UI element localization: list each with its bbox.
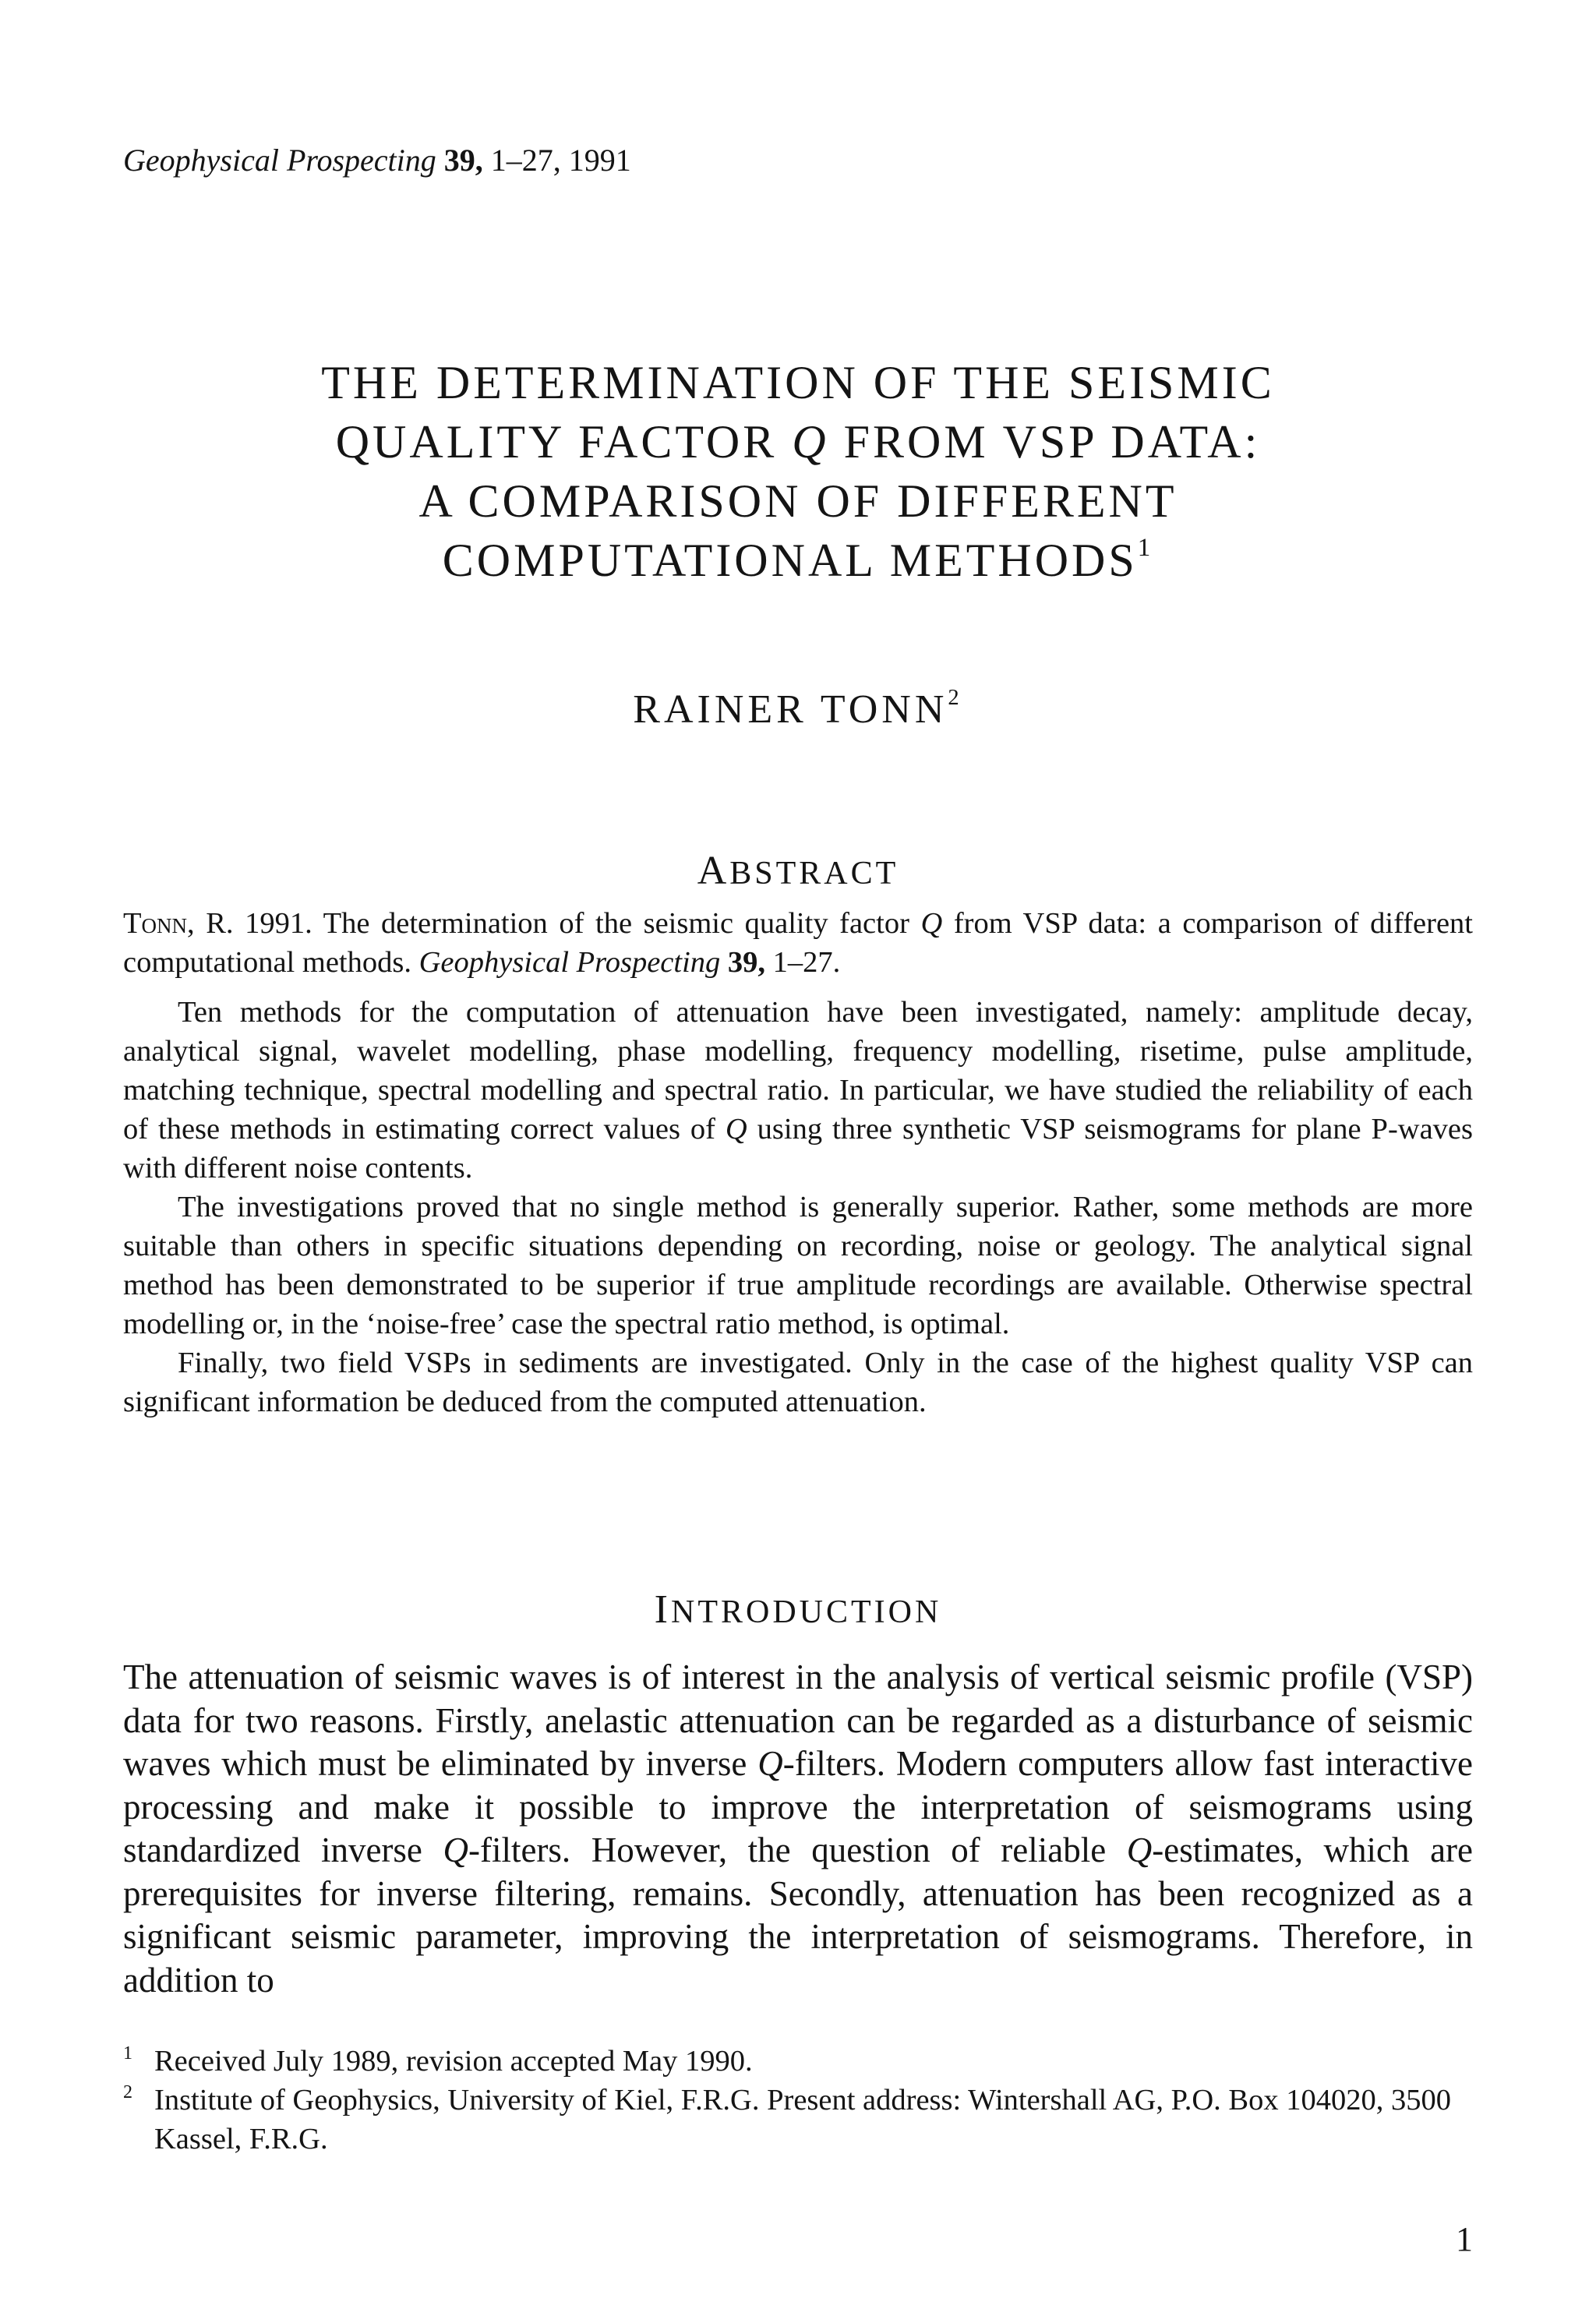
title-line-2: QUALITY FACTOR Q FROM VSP DATA:: [335, 416, 1261, 468]
journal-pages-year: 1–27, 1991: [482, 143, 631, 178]
introduction-paragraph: The attenuation of seismic waves is of interest in the analysis of vertical seismic profile (VSP) data for two reasons. Firstly, anelastic attenuation can be regarded as a disturbance of seismic waves which must be eliminated by inverse Q-filters. Modern computers allow fast interactive processing and make it possible to improve the interpretation of seismograms using standardized inverse Q-filters. However, the question of reliable Q-estimates, which are prerequisites for inverse filtering, remains. Secondly, attenuation has been recognized as a significant seismic parameter, improving the interpretation of seismograms. Therefore, in addition to: [123, 1658, 1473, 2000]
abstract-paragraph-3: Finally, two field VSPs in sediments are investigated. Only in the case of the highest quality VSP can significant information be deduced from the computed attenuation.: [123, 1347, 1473, 1418]
title-line-1: THE DETERMINATION OF THE SEISMIC: [321, 357, 1275, 408]
journal-citation-header: [123, 140, 631, 181]
journal-name: Geophysical Prospecting: [123, 143, 436, 178]
abstract-paragraph-1: Ten methods for the computation of attenuation have been investigated, namely: amplitude decay, analytical signal, wavelet modelling, phase modelling, frequency modelling, risetime, pulse amplitude, matching technique, spectral modelling and spectral ratio. In particular, we have studied the reliability of each of these methods in estimating correct values of Q using three synthetic VSP seismograms for plane P-waves with different noise contents.: [123, 996, 1473, 1184]
author-name: RAINER TONN$^2$: [633, 686, 963, 732]
abstract-paragraph-2: The investigations proved that no single method is generally superior. Rather, some methods are more suitable than others in specific situations depending on recording, noise or geology. The analytical signal method has been demonstrated to be superior if true amplitude recordings are available. Otherwise spectral modelling or, in the ‘noise-free’ case the spectral ratio method, is optimal.: [123, 1191, 1473, 1340]
abstract-body: [123, 904, 1473, 1421]
title-footnote-mark: 1: [1137, 534, 1154, 563]
journal-volume: 39,: [443, 143, 483, 178]
page-number: 1: [1456, 2220, 1473, 2258]
author-footnote-mark: 2: [948, 686, 963, 711]
abstract-citation: Tonn, R. 1991. The determination of the seismic quality factor Q from VSP data: a comparison of different computational methods. Geophysical Prospecting 39, 1–27.: [123, 907, 1474, 979]
title-line-4: COMPUTATIONAL METHODS$^1$: [442, 534, 1154, 586]
title-line-3: A COMPARISON OF DIFFERENT: [418, 475, 1178, 527]
footnotes: [123, 2042, 1473, 2159]
introduction-heading: INTRODUCTION: [654, 1587, 942, 1632]
paper-title: [123, 353, 1473, 590]
footnote-1: 1 Received July 1989, revision accepted May 1990.: [123, 2043, 753, 2078]
footnote-2: 2 Institute of Geophysics, University of Kiel, F.R.G. Present address: Wintershall AG, P.O. Box 104020, 3500 Kassel, F.R.G.: [123, 2082, 1451, 2155]
abstract-heading: ABSTRACT: [697, 849, 899, 893]
